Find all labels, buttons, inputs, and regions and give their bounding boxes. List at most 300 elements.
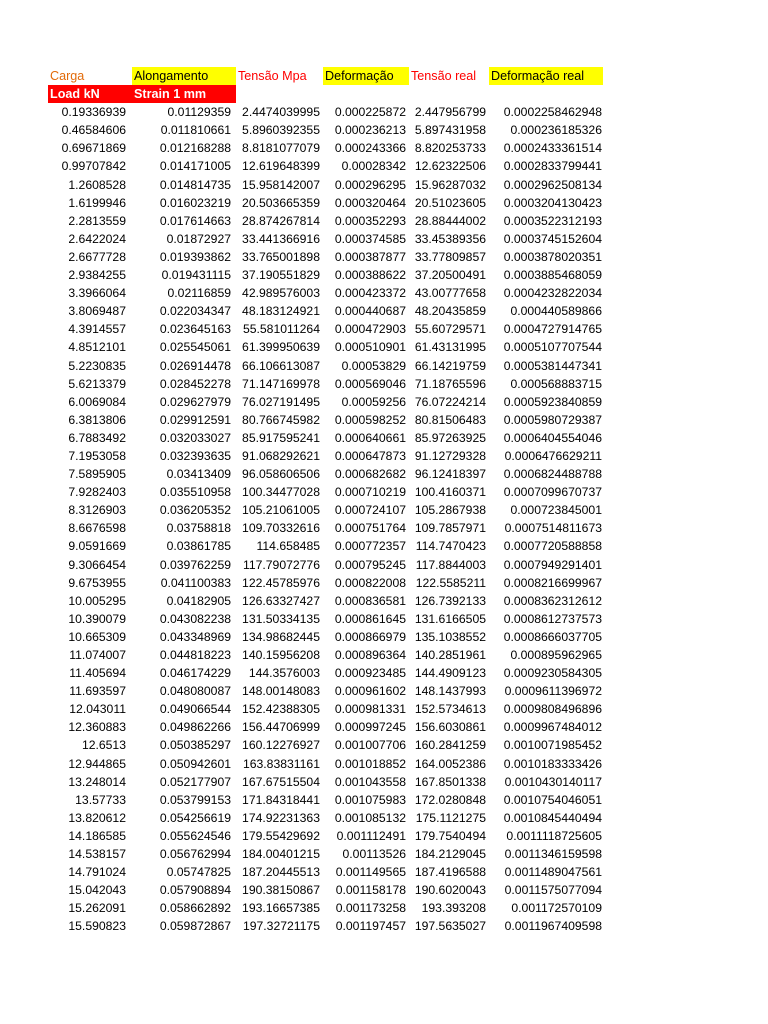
cell-carga[interactable]: 8.6676598 bbox=[68, 521, 126, 536]
cell-deformacao-real[interactable]: 0.0006824488788 bbox=[503, 467, 602, 482]
cell-tensao-mpa[interactable]: 80.766745982 bbox=[242, 412, 320, 427]
cell-tensao-mpa[interactable]: 171.84318441 bbox=[242, 792, 320, 807]
cell-deformacao[interactable]: 0.000352293 bbox=[334, 213, 406, 228]
cell-deformacao[interactable]: 0.000374585 bbox=[334, 231, 406, 246]
cell-alongamento[interactable]: 0.041100383 bbox=[160, 575, 231, 590]
header-tensao-real[interactable]: Tensão real bbox=[411, 69, 477, 83]
cell-deformacao-real[interactable]: 0.0003885468059 bbox=[503, 268, 602, 283]
cell-deformacao[interactable]: 0.001158178 bbox=[335, 883, 406, 898]
cell-tensao-mpa[interactable]: 160.12276927 bbox=[242, 738, 320, 753]
cell-tensao-mpa[interactable]: 140.15956208 bbox=[242, 648, 320, 662]
cell-carga[interactable]: 6.7883492 bbox=[68, 430, 126, 445]
cell-alongamento[interactable]: 0.026914478 bbox=[159, 358, 231, 373]
cell-deformacao-real[interactable]: 0.000236185326 bbox=[510, 123, 602, 138]
cell-deformacao-real[interactable]: 0.001172570109 bbox=[511, 901, 602, 916]
cell-alongamento[interactable]: 0.035510958 bbox=[159, 485, 231, 500]
cell-tensao-mpa[interactable]: 193.16657385 bbox=[242, 901, 320, 916]
cell-alongamento[interactable]: 0.055624546 bbox=[159, 828, 231, 843]
cell-carga[interactable]: 10.665309 bbox=[68, 629, 126, 644]
cell-alongamento[interactable]: 0.049862266 bbox=[159, 720, 231, 735]
cell-carga[interactable]: 12.043011 bbox=[69, 702, 126, 717]
cell-carga[interactable]: 3.3966064 bbox=[68, 286, 126, 301]
cell-deformacao[interactable]: 0.000225872 bbox=[334, 105, 406, 120]
cell-tensao-real[interactable]: 122.5585211 bbox=[415, 575, 486, 590]
cell-deformacao[interactable]: 0.001075983 bbox=[334, 792, 406, 807]
cell-carga[interactable]: 4.3914557 bbox=[68, 322, 126, 337]
cell-alongamento[interactable]: 0.03413409 bbox=[166, 467, 231, 482]
cell-tensao-real[interactable]: 164.0052386 bbox=[414, 756, 486, 771]
cell-tensao-mpa[interactable]: 122.45785976 bbox=[242, 575, 320, 590]
cell-alongamento[interactable]: 0.016023219 bbox=[159, 195, 231, 210]
cell-deformacao-real[interactable]: 0.0011489047561 bbox=[504, 865, 602, 880]
cell-tensao-mpa[interactable]: 197.32721175 bbox=[242, 919, 320, 934]
cell-carga[interactable]: 1.2608528 bbox=[68, 177, 126, 192]
cell-tensao-real[interactable]: 135.1038552 bbox=[414, 629, 486, 644]
cell-tensao-mpa[interactable]: 91.068292621 bbox=[242, 448, 320, 463]
cell-tensao-mpa[interactable]: 105.21061005 bbox=[242, 503, 320, 518]
table-row bbox=[48, 284, 608, 302]
cell-tensao-mpa[interactable]: 85.917595241 bbox=[242, 430, 320, 445]
cell-alongamento[interactable]: 0.023645163 bbox=[159, 322, 231, 337]
table-row bbox=[48, 248, 608, 266]
table-row bbox=[48, 139, 608, 157]
cell-tensao-real[interactable]: 156.6030861 bbox=[414, 720, 486, 735]
cell-tensao-real[interactable]: 114.7470423 bbox=[415, 539, 486, 554]
cell-tensao-real[interactable]: 28.88444002 bbox=[414, 213, 486, 228]
cell-deformacao[interactable]: 0.000647873 bbox=[334, 448, 406, 463]
cell-deformacao[interactable]: 0.000795245 bbox=[334, 557, 406, 572]
cell-deformacao-real[interactable]: 0.0004727914765 bbox=[503, 322, 602, 337]
cell-alongamento[interactable]: 0.029627979 bbox=[159, 394, 231, 409]
cell-tensao-real[interactable]: 131.6166505 bbox=[414, 611, 486, 626]
cell-deformacao[interactable]: 0.000861645 bbox=[334, 611, 406, 626]
cell-tensao-mpa[interactable]: 179.55429692 bbox=[242, 828, 320, 843]
cell-alongamento[interactable]: 0.032393635 bbox=[159, 448, 231, 463]
cell-tensao-real[interactable]: 140.2851961 bbox=[414, 648, 486, 662]
cell-carga[interactable]: 2.6677728 bbox=[68, 249, 126, 264]
cell-tensao-real[interactable]: 126.7392133 bbox=[414, 593, 486, 608]
cell-deformacao[interactable]: 0.000387877 bbox=[334, 249, 406, 264]
cell-carga[interactable]: 15.590823 bbox=[68, 919, 126, 934]
cell-deformacao[interactable]: 0.001043558 bbox=[334, 774, 406, 789]
subheader-row bbox=[48, 85, 608, 103]
cell-deformacao-real[interactable]: 0.0005107707544 bbox=[503, 340, 602, 355]
cell-alongamento[interactable]: 0.032033027 bbox=[159, 430, 231, 445]
cell-deformacao-real[interactable]: 0.0007514811673 bbox=[504, 521, 602, 536]
header-deformacao[interactable]: Deformação bbox=[323, 67, 409, 85]
cell-tensao-mpa[interactable]: 42.989576003 bbox=[242, 286, 320, 301]
cell-alongamento[interactable]: 0.049066544 bbox=[159, 702, 231, 717]
cell-carga[interactable]: 12.6513 bbox=[81, 738, 126, 753]
cell-deformacao[interactable]: 0.001112491 bbox=[336, 828, 406, 843]
cell-carga[interactable]: 5.6213379 bbox=[68, 376, 126, 391]
cell-tensao-real[interactable]: 61.43131995 bbox=[414, 340, 486, 355]
cell-deformacao[interactable]: 0.00053829 bbox=[341, 358, 406, 373]
cell-deformacao[interactable]: 0.000236213 bbox=[334, 123, 406, 138]
cell-carga[interactable]: 7.1953058 bbox=[68, 448, 126, 463]
cell-tensao-mpa[interactable]: 76.027191495 bbox=[242, 394, 320, 409]
cell-deformacao[interactable]: 0.000923485 bbox=[334, 666, 406, 681]
cell-alongamento[interactable]: 0.029912591 bbox=[159, 412, 231, 427]
cell-tensao-real[interactable]: 152.5734613 bbox=[414, 702, 486, 717]
cell-alongamento[interactable]: 0.03758818 bbox=[166, 521, 231, 536]
cell-tensao-real[interactable]: 193.393208 bbox=[421, 901, 486, 916]
cell-carga[interactable]: 10.005295 bbox=[68, 593, 126, 608]
cell-deformacao-real[interactable]: 0.0005980729387 bbox=[503, 412, 602, 427]
cell-deformacao[interactable]: 0.000296295 bbox=[334, 177, 406, 192]
cell-tensao-real[interactable]: 148.1437993 bbox=[414, 684, 486, 699]
cell-carga[interactable]: 2.6422024 bbox=[68, 231, 126, 246]
cell-tensao-mpa[interactable]: 71.147169978 bbox=[242, 376, 320, 391]
cell-tensao-real[interactable]: 76.07224214 bbox=[414, 394, 486, 409]
cell-deformacao-real[interactable]: 0.0011967409598 bbox=[504, 919, 602, 934]
cell-deformacao[interactable]: 0.000682682 bbox=[334, 467, 406, 482]
cell-carga[interactable]: 0.19336939 bbox=[61, 105, 126, 120]
cell-alongamento[interactable]: 0.011810661 bbox=[160, 123, 231, 138]
cell-carga[interactable]: 12.944865 bbox=[68, 756, 126, 771]
cell-deformacao-real[interactable]: 0.0003745152604 bbox=[503, 231, 602, 246]
cell-alongamento[interactable]: 0.025545061 bbox=[159, 340, 231, 355]
cell-alongamento[interactable]: 0.046174229 bbox=[159, 666, 231, 681]
cell-tensao-mpa[interactable]: 12.619648399 bbox=[242, 159, 320, 174]
cell-tensao-real[interactable]: 55.60729571 bbox=[414, 322, 486, 337]
cell-carga[interactable]: 13.820612 bbox=[68, 810, 126, 825]
table-row bbox=[48, 411, 608, 429]
cell-tensao-real[interactable]: 80.81506483 bbox=[414, 412, 486, 427]
cell-deformacao-real[interactable]: 0.0010845440494 bbox=[503, 810, 602, 825]
cell-deformacao-real[interactable]: 0.0010430140117 bbox=[504, 774, 602, 789]
cell-carga[interactable]: 9.3066454 bbox=[68, 557, 126, 572]
cell-alongamento[interactable]: 0.019431115 bbox=[161, 268, 231, 283]
cell-deformacao-real[interactable]: 0.0006476629211 bbox=[504, 448, 602, 463]
cell-carga[interactable]: 0.69671869 bbox=[61, 141, 126, 156]
cell-tensao-real[interactable]: 2.447956799 bbox=[414, 105, 486, 120]
cell-tensao-mpa[interactable]: 114.658485 bbox=[256, 539, 320, 554]
cell-tensao-mpa[interactable]: 109.70332616 bbox=[242, 521, 320, 536]
cell-tensao-mpa[interactable]: 5.8960392355 bbox=[242, 123, 320, 138]
cell-deformacao[interactable]: 0.000836581 bbox=[334, 593, 406, 608]
cell-carga[interactable]: 0.46584606 bbox=[61, 123, 126, 138]
cell-deformacao[interactable]: 0.000710219 bbox=[334, 485, 406, 500]
cell-deformacao[interactable]: 0.000961602 bbox=[334, 684, 406, 699]
cell-tensao-real[interactable]: 85.97263925 bbox=[414, 430, 486, 445]
cell-deformacao[interactable]: 0.00059256 bbox=[341, 394, 406, 409]
table-row bbox=[48, 176, 608, 194]
cell-tensao-mpa[interactable]: 100.34477028 bbox=[242, 485, 320, 500]
cell-tensao-real[interactable]: 20.51023605 bbox=[414, 195, 486, 210]
subheader-load-kn[interactable]: Load kN bbox=[48, 85, 132, 103]
cell-deformacao-real[interactable]: 0.0002258462948 bbox=[503, 105, 602, 120]
cell-deformacao[interactable]: 0.000569046 bbox=[334, 376, 406, 391]
cell-alongamento[interactable]: 0.043082238 bbox=[159, 611, 231, 626]
cell-deformacao-real[interactable]: 0.0002833799441 bbox=[503, 159, 602, 174]
cell-deformacao-real[interactable]: 0.0002433361514 bbox=[503, 141, 602, 156]
cell-alongamento[interactable]: 0.044818223 bbox=[159, 648, 231, 662]
cell-tensao-mpa[interactable]: 163.83831161 bbox=[242, 756, 320, 771]
table-row bbox=[48, 556, 608, 574]
cell-deformacao-real[interactable]: 0.0010183333426 bbox=[503, 756, 602, 771]
cell-deformacao[interactable]: 0.00028342 bbox=[341, 159, 406, 174]
cell-tensao-real[interactable]: 37.20500491 bbox=[414, 268, 486, 283]
cell-deformacao-real[interactable]: 0.0008216699967 bbox=[503, 575, 602, 590]
cell-carga[interactable]: 8.3126903 bbox=[68, 503, 126, 518]
table-row bbox=[48, 736, 608, 754]
cell-tensao-real[interactable]: 71.18765596 bbox=[414, 376, 486, 391]
cell-alongamento[interactable]: 0.052177907 bbox=[159, 774, 231, 789]
cell-tensao-real[interactable]: 8.820253733 bbox=[414, 141, 486, 156]
cell-alongamento[interactable]: 0.048080087 bbox=[159, 684, 231, 699]
cell-tensao-mpa[interactable]: 2.4474039995 bbox=[242, 105, 320, 120]
cell-carga[interactable]: 14.538157 bbox=[68, 847, 126, 862]
cell-carga[interactable]: 13.57733 bbox=[75, 792, 126, 807]
cell-tensao-mpa[interactable]: 61.399950639 bbox=[242, 340, 320, 355]
cell-deformacao-real[interactable]: 0.0011118725605 bbox=[506, 828, 602, 843]
cell-carga[interactable]: 9.6753955 bbox=[68, 575, 126, 590]
cell-deformacao-real[interactable]: 0.000568883715 bbox=[510, 376, 602, 391]
cell-alongamento[interactable]: 0.01129359 bbox=[167, 105, 231, 120]
cell-tensao-real[interactable]: 160.2841259 bbox=[414, 738, 486, 753]
table-row bbox=[48, 574, 608, 592]
cell-tensao-real[interactable]: 187.4196588 bbox=[414, 865, 486, 880]
cell-carga[interactable]: 6.0069084 bbox=[68, 394, 126, 409]
cell-tensao-real[interactable]: 12.62322506 bbox=[414, 159, 486, 174]
cell-alongamento[interactable]: 0.014171005 bbox=[159, 159, 231, 174]
header-alongamento[interactable]: Alongamento bbox=[132, 67, 236, 85]
cell-alongamento[interactable]: 0.036205352 bbox=[159, 503, 231, 518]
cell-deformacao[interactable]: 0.001018852 bbox=[334, 756, 406, 771]
cell-carga[interactable]: 10.390079 bbox=[68, 611, 126, 626]
cell-deformacao-real[interactable]: 0.000723845001 bbox=[510, 503, 602, 518]
cell-tensao-real[interactable]: 105.2867938 bbox=[414, 503, 486, 518]
cell-carga[interactable]: 4.8512101 bbox=[68, 340, 126, 355]
cell-deformacao[interactable]: 0.000997245 bbox=[334, 720, 406, 735]
cell-carga[interactable]: 15.262091 bbox=[68, 901, 126, 916]
cell-carga[interactable]: 2.2813559 bbox=[68, 213, 126, 228]
cell-deformacao[interactable]: 0.001173258 bbox=[335, 901, 406, 916]
cell-carga[interactable]: 1.6199946 bbox=[68, 195, 126, 210]
cell-carga[interactable]: 13.248014 bbox=[68, 774, 126, 789]
table-row bbox=[48, 501, 608, 519]
table-row bbox=[48, 718, 608, 736]
cell-tensao-real[interactable]: 175.1121275 bbox=[415, 810, 486, 825]
cell-deformacao[interactable]: 0.000423372 bbox=[334, 286, 406, 301]
table-row bbox=[48, 157, 608, 175]
cell-tensao-mpa[interactable]: 33.765001898 bbox=[242, 249, 320, 264]
cell-tensao-mpa[interactable]: 28.874267814 bbox=[242, 213, 320, 228]
cell-alongamento[interactable]: 0.017614663 bbox=[159, 213, 231, 228]
cell-alongamento[interactable]: 0.053799153 bbox=[159, 792, 231, 807]
cell-deformacao[interactable]: 0.000822008 bbox=[334, 575, 406, 590]
cell-carga[interactable]: 14.186585 bbox=[68, 828, 126, 843]
cell-alongamento[interactable]: 0.056762994 bbox=[159, 847, 231, 862]
header-carga[interactable]: Carga bbox=[50, 69, 85, 83]
cell-deformacao-real[interactable]: 0.0007099670737 bbox=[503, 485, 602, 500]
cell-alongamento[interactable]: 0.043348969 bbox=[159, 629, 231, 644]
cell-alongamento[interactable]: 0.039762259 bbox=[159, 557, 231, 572]
cell-deformacao-real[interactable]: 0.0011575077094 bbox=[504, 883, 602, 898]
cell-deformacao-real[interactable]: 0.0007949291401 bbox=[503, 557, 602, 572]
cell-deformacao-real[interactable]: 0.0010071985452 bbox=[503, 738, 602, 753]
cell-deformacao-real[interactable]: 0.0004232822034 bbox=[503, 286, 602, 301]
cell-deformacao-real[interactable]: 0.0007720588858 bbox=[503, 539, 602, 554]
cell-deformacao[interactable]: 0.000320464 bbox=[334, 195, 406, 210]
cell-tensao-mpa[interactable]: 8.8181077079 bbox=[242, 141, 320, 156]
cell-alongamento[interactable]: 0.012168288 bbox=[159, 141, 231, 156]
cell-tensao-real[interactable]: 109.7857971 bbox=[414, 521, 486, 536]
cell-tensao-real[interactable]: 43.00777658 bbox=[414, 286, 486, 301]
cell-tensao-mpa[interactable]: 167.67515504 bbox=[242, 774, 320, 789]
cell-carga[interactable]: 11.074007 bbox=[69, 648, 126, 662]
cell-carga[interactable]: 14.791024 bbox=[68, 865, 126, 880]
cell-deformacao[interactable]: 0.000866979 bbox=[334, 629, 406, 644]
cell-deformacao-real[interactable]: 0.000895962965 bbox=[510, 648, 602, 662]
cell-carga[interactable]: 9.0591669 bbox=[68, 539, 126, 554]
cell-deformacao[interactable]: 0.000510901 bbox=[334, 340, 406, 355]
cell-tensao-mpa[interactable]: 131.50334135 bbox=[242, 611, 320, 626]
cell-tensao-real[interactable]: 144.4909123 bbox=[414, 666, 486, 681]
cell-deformacao-real[interactable]: 0.0009230584305 bbox=[503, 666, 602, 681]
cell-deformacao-real[interactable]: 0.0003878020351 bbox=[503, 249, 602, 264]
cell-tensao-real[interactable]: 48.20435859 bbox=[414, 304, 486, 319]
cell-tensao-mpa[interactable]: 148.00148083 bbox=[242, 684, 320, 699]
cell-deformacao[interactable]: 0.000981331 bbox=[334, 702, 406, 717]
cell-tensao-mpa[interactable]: 20.503665359 bbox=[242, 195, 320, 210]
cell-tensao-mpa[interactable]: 66.106613087 bbox=[242, 358, 320, 373]
cell-tensao-mpa[interactable]: 184.00401215 bbox=[242, 847, 320, 862]
cell-tensao-mpa[interactable]: 126.63327427 bbox=[242, 593, 320, 608]
cell-tensao-mpa[interactable]: 15.958142007 bbox=[242, 177, 320, 192]
cell-alongamento[interactable]: 0.057908894 bbox=[159, 883, 231, 898]
cell-alongamento[interactable]: 0.050942601 bbox=[159, 756, 231, 771]
cell-alongamento[interactable]: 0.054256619 bbox=[159, 810, 231, 825]
cell-deformacao-real[interactable]: 0.0005923840859 bbox=[503, 394, 602, 409]
cell-deformacao-real[interactable]: 0.0003522312193 bbox=[503, 213, 602, 228]
cell-deformacao[interactable]: 0.000772357 bbox=[334, 539, 406, 554]
cell-deformacao-real[interactable]: 0.0005381447341 bbox=[503, 358, 602, 373]
cell-deformacao-real[interactable]: 0.0009611396972 bbox=[504, 684, 602, 699]
cell-tensao-mpa[interactable]: 55.581011264 bbox=[242, 322, 320, 337]
cell-tensao-mpa[interactable]: 174.92231363 bbox=[242, 810, 320, 825]
cell-deformacao-real[interactable]: 0.0010754046051 bbox=[503, 792, 602, 807]
cell-deformacao-real[interactable]: 0.0006404554046 bbox=[503, 430, 602, 445]
cell-alongamento[interactable]: 0.03861785 bbox=[166, 539, 231, 554]
cell-deformacao[interactable]: 0.000724107 bbox=[334, 503, 406, 518]
table-row bbox=[48, 121, 608, 139]
cell-tensao-mpa[interactable]: 152.42388305 bbox=[242, 702, 320, 717]
cell-deformacao-real[interactable]: 0.0008666037705 bbox=[503, 629, 602, 644]
cell-deformacao-real[interactable]: 0.0003204130423 bbox=[503, 195, 602, 210]
cell-alongamento[interactable]: 0.050385297 bbox=[159, 738, 231, 753]
cell-tensao-real[interactable]: 15.96287032 bbox=[414, 177, 486, 192]
cell-alongamento[interactable]: 0.01872927 bbox=[166, 231, 231, 246]
cell-tensao-real[interactable]: 117.8844003 bbox=[415, 557, 486, 572]
cell-carga[interactable]: 7.9282403 bbox=[68, 485, 126, 500]
cell-alongamento[interactable]: 0.019393862 bbox=[159, 249, 231, 264]
cell-alongamento[interactable]: 0.059872867 bbox=[159, 919, 231, 934]
cell-alongamento[interactable]: 0.05747825 bbox=[166, 865, 231, 880]
cell-deformacao-real[interactable]: 0.0011346159598 bbox=[504, 847, 602, 862]
cell-tensao-real[interactable]: 197.5635027 bbox=[414, 919, 486, 934]
table-row bbox=[48, 664, 608, 682]
cell-carga[interactable]: 6.3813806 bbox=[68, 412, 126, 427]
cell-deformacao[interactable]: 0.001149565 bbox=[335, 865, 406, 880]
cell-tensao-real[interactable]: 179.7540494 bbox=[414, 828, 486, 843]
cell-alongamento[interactable]: 0.028452278 bbox=[159, 376, 231, 391]
cell-tensao-mpa[interactable]: 96.058606506 bbox=[242, 467, 320, 482]
cell-alongamento[interactable]: 0.014814735 bbox=[159, 177, 231, 192]
cell-deformacao[interactable]: 0.000896364 bbox=[334, 648, 406, 662]
cell-tensao-real[interactable]: 66.14219759 bbox=[414, 358, 486, 373]
cell-tensao-mpa[interactable]: 37.190551829 bbox=[242, 268, 320, 283]
cell-carga[interactable]: 5.2230835 bbox=[68, 358, 126, 373]
subheader-strain[interactable]: Strain 1 mm bbox=[132, 85, 236, 103]
cell-carga[interactable]: 11.693597 bbox=[69, 684, 126, 699]
cell-alongamento[interactable]: 0.04182905 bbox=[166, 593, 231, 608]
cell-carga[interactable]: 7.5895905 bbox=[68, 467, 126, 482]
cell-deformacao-real[interactable]: 0.0008362312612 bbox=[503, 593, 602, 608]
cell-carga[interactable]: 0.99707842 bbox=[61, 159, 126, 174]
cell-deformacao-real[interactable]: 0.0009967484012 bbox=[503, 720, 602, 735]
cell-carga[interactable]: 11.405694 bbox=[69, 666, 126, 681]
cell-tensao-mpa[interactable]: 48.183124921 bbox=[242, 304, 320, 319]
cell-carga[interactable]: 12.360883 bbox=[68, 720, 126, 735]
cell-tensao-mpa[interactable]: 144.3576003 bbox=[248, 666, 320, 681]
cell-carga[interactable]: 15.042043 bbox=[68, 883, 126, 898]
cell-tensao-real[interactable]: 100.4160371 bbox=[414, 485, 486, 500]
header-tensao-mpa[interactable]: Tensão Mpa bbox=[238, 69, 307, 83]
table-row bbox=[48, 447, 608, 465]
cell-deformacao[interactable]: 0.00113526 bbox=[342, 847, 406, 862]
cell-tensao-real[interactable]: 33.77809857 bbox=[414, 249, 486, 264]
table-row bbox=[48, 881, 608, 899]
cell-tensao-real[interactable]: 5.897431958 bbox=[414, 123, 486, 138]
cell-deformacao[interactable]: 0.001085132 bbox=[334, 810, 406, 825]
cell-tensao-mpa[interactable]: 156.44706999 bbox=[242, 720, 320, 735]
header-deformacao-real[interactable]: Deformação real bbox=[489, 67, 603, 85]
cell-deformacao[interactable]: 0.000472903 bbox=[334, 322, 406, 337]
cell-deformacao[interactable]: 0.001007706 bbox=[334, 738, 406, 753]
cell-deformacao[interactable]: 0.001197457 bbox=[335, 919, 406, 934]
cell-tensao-mpa[interactable]: 117.79072776 bbox=[242, 557, 320, 572]
cell-alongamento[interactable]: 0.022034347 bbox=[159, 304, 231, 319]
cell-deformacao[interactable]: 0.000598252 bbox=[334, 412, 406, 427]
cell-deformacao-real[interactable]: 0.0009808496896 bbox=[503, 702, 602, 717]
cell-tensao-real[interactable]: 33.45389356 bbox=[414, 231, 486, 246]
cell-deformacao[interactable]: 0.000640661 bbox=[334, 430, 406, 445]
cell-tensao-mpa[interactable]: 134.98682445 bbox=[242, 629, 320, 644]
cell-deformacao-real[interactable]: 0.0002962508134 bbox=[503, 177, 602, 192]
cell-deformacao[interactable]: 0.000243366 bbox=[334, 141, 406, 156]
cell-tensao-real[interactable]: 184.2129045 bbox=[414, 847, 486, 862]
cell-deformacao[interactable]: 0.000751764 bbox=[334, 521, 406, 536]
cell-deformacao-real[interactable]: 0.0008612737573 bbox=[503, 611, 602, 626]
cell-tensao-mpa[interactable]: 33.441366916 bbox=[242, 231, 320, 246]
cell-tensao-mpa[interactable]: 187.20445513 bbox=[242, 865, 320, 880]
cell-tensao-real[interactable]: 172.0280848 bbox=[414, 792, 486, 807]
cell-tensao-real[interactable]: 96.12418397 bbox=[414, 467, 486, 482]
cell-carga[interactable]: 3.8069487 bbox=[68, 304, 126, 319]
cell-deformacao[interactable]: 0.000388622 bbox=[334, 268, 406, 283]
cell-alongamento[interactable]: 0.058662892 bbox=[159, 901, 231, 916]
cell-alongamento[interactable]: 0.02116859 bbox=[167, 286, 231, 301]
cell-carga[interactable]: 2.9384255 bbox=[68, 268, 126, 283]
cell-deformacao-real[interactable]: 0.000440589866 bbox=[510, 304, 602, 319]
cell-deformacao[interactable]: 0.000440687 bbox=[334, 304, 406, 319]
cell-tensao-real[interactable]: 190.6020043 bbox=[414, 883, 486, 898]
cell-tensao-mpa[interactable]: 190.38150867 bbox=[242, 883, 320, 898]
cell-tensao-real[interactable]: 91.12729328 bbox=[414, 448, 486, 463]
cell-tensao-real[interactable]: 167.8501338 bbox=[414, 774, 486, 789]
